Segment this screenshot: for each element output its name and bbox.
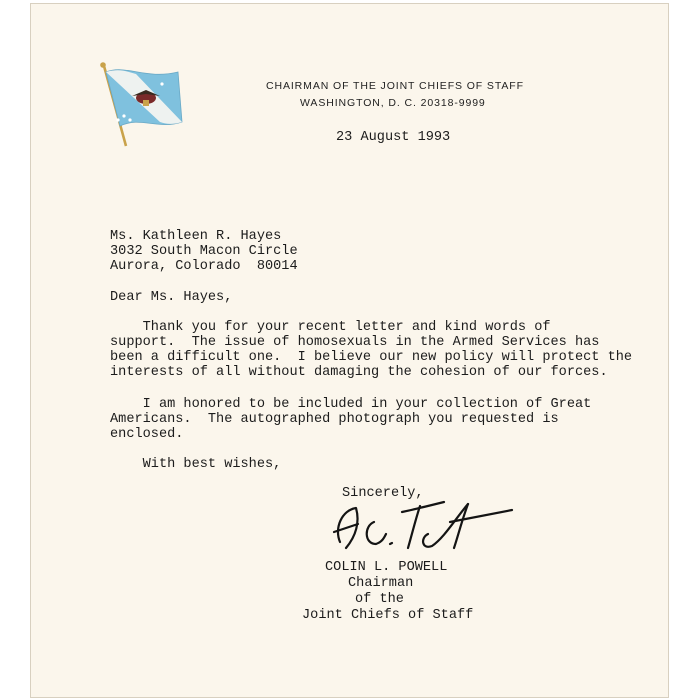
paragraph-line: been a difficult one. I believe our new policy will protect the <box>110 350 633 365</box>
signer-title: of the <box>355 592 404 607</box>
signer-title: Chairman <box>348 576 414 591</box>
paragraph-line: I am honored to be included in your collection of Great <box>110 397 592 412</box>
chairman-flag-icon <box>96 60 188 150</box>
closing-wishes: With best wishes, <box>110 457 282 472</box>
recipient-city: Aurora, Colorado 80014 <box>110 259 298 274</box>
salutation: Dear Ms. Hayes, <box>110 290 233 305</box>
letterhead-title: CHAIRMAN OF THE JOINT CHIEFS OF STAFF <box>266 80 524 92</box>
letter-date: 23 August 1993 <box>336 130 451 145</box>
recipient-name: Ms. Kathleen R. Hayes <box>110 229 282 244</box>
paragraph-line: Thank you for your recent letter and kind words of <box>110 320 551 335</box>
signer-name: COLIN L. POWELL <box>325 560 448 575</box>
recipient-street: 3032 South Macon Circle <box>110 244 298 259</box>
letterhead-address: WASHINGTON, D. C. 20318-9999 <box>300 97 486 109</box>
paragraph-line: interests of all without damaging the cohesion of our forces. <box>110 365 608 380</box>
signer-title: Joint Chiefs of Staff <box>302 608 474 623</box>
paragraph-line: enclosed. <box>110 427 184 442</box>
paragraph-line: support. The issue of homosexuals in the Armed Services has <box>110 335 600 350</box>
sign-off: Sincerely, <box>342 486 424 501</box>
paragraph-line: Americans. The autographed photograph you requested is <box>110 412 559 427</box>
handwritten-signature <box>316 488 516 560</box>
